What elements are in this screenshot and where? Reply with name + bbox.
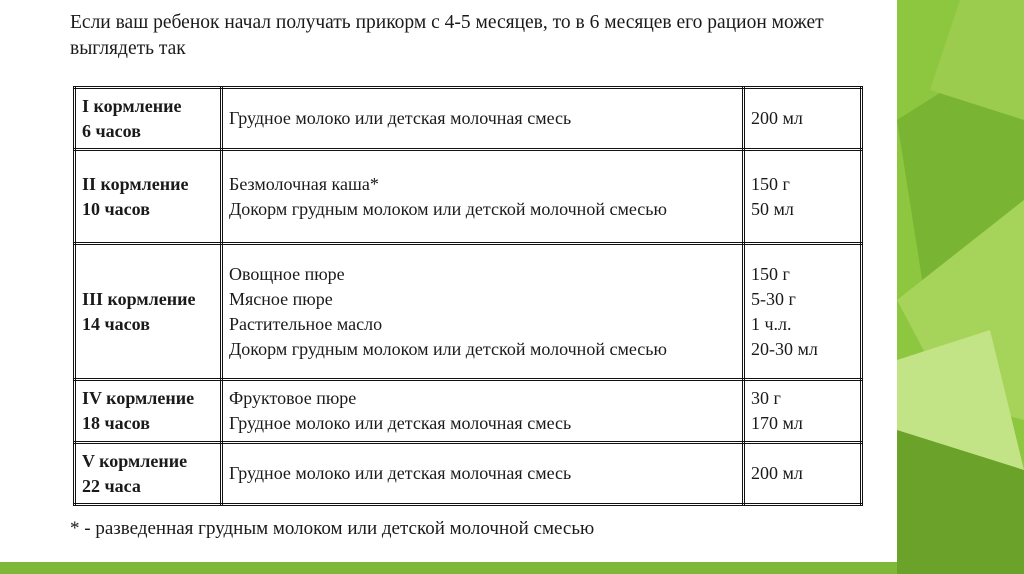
foods-cell bbox=[222, 244, 744, 380]
foods-cell bbox=[222, 443, 744, 505]
amount-item: 5-30 г bbox=[751, 288, 796, 309]
table-row bbox=[75, 88, 862, 150]
meal-cell bbox=[75, 244, 222, 380]
table-row bbox=[75, 380, 862, 443]
meal-time: 10 часов bbox=[82, 198, 150, 219]
amount-item: 200 мл bbox=[751, 108, 803, 128]
food-item: Грудное молоко или детская молочная смесь bbox=[229, 463, 572, 483]
meal-cell bbox=[75, 150, 222, 244]
foods-cell bbox=[222, 150, 744, 244]
foods-cell bbox=[222, 88, 744, 150]
footnote-text: * - разведенная грудным молоком или детской молочной смесью bbox=[70, 518, 595, 539]
amount-item: 1 ч.л. bbox=[751, 313, 792, 334]
amounts-cell bbox=[744, 380, 862, 443]
amount-item: 150 г bbox=[751, 263, 790, 284]
food-item: Грудное молоко или детская молочная смесь bbox=[229, 108, 572, 128]
meal-cell bbox=[75, 88, 222, 150]
amounts-cell bbox=[744, 244, 862, 380]
food-item: Овощное пюре bbox=[229, 263, 345, 284]
meal-label: V кормление bbox=[82, 450, 188, 471]
food-item: Фруктовое пюре bbox=[229, 388, 357, 408]
meal-cell bbox=[75, 443, 222, 505]
meal-cell bbox=[75, 380, 222, 443]
amount-item: 150 г bbox=[751, 173, 790, 194]
meal-time: 22 часа bbox=[82, 475, 141, 496]
food-item: Мясное пюре bbox=[229, 288, 333, 309]
food-item: Докорм грудным молоком или детской молочной смесью bbox=[229, 198, 667, 219]
foods-cell bbox=[222, 380, 744, 443]
meal-label: III кормление bbox=[82, 288, 196, 309]
amounts-cell bbox=[744, 150, 862, 244]
amount-item: 170 мл bbox=[751, 413, 803, 433]
meal-time: 18 часов bbox=[82, 413, 150, 433]
amounts-cell bbox=[744, 88, 862, 150]
meal-label: II кормление bbox=[82, 173, 189, 194]
amount-item: 50 мл bbox=[751, 198, 794, 219]
food-item: Растительное масло bbox=[229, 313, 383, 334]
meal-time: 6 часов bbox=[82, 120, 141, 141]
food-item: Грудное молоко или детская молочная смесь bbox=[229, 413, 572, 433]
meal-label: IV кормление bbox=[82, 388, 195, 408]
heading-line-2: выглядеть так bbox=[70, 38, 186, 59]
heading-text bbox=[70, 10, 880, 62]
amount-item: 200 мл bbox=[751, 463, 803, 483]
feeding-schedule-table bbox=[73, 86, 863, 506]
green-bottom-strip bbox=[0, 562, 897, 574]
amount-item: 20-30 мл bbox=[751, 338, 818, 359]
table-row bbox=[75, 244, 862, 380]
food-item: Безмолочная каша* bbox=[229, 173, 379, 194]
amount-item: 30 г bbox=[751, 388, 781, 408]
food-item: Докорм грудным молоком или детской молочной смесью bbox=[229, 338, 667, 359]
heading-line-1: Если ваш ребенок начал получать прикорм с 4-5 месяцев, то в 6 месяцев его рацион может bbox=[70, 12, 824, 33]
table-row bbox=[75, 150, 862, 244]
amounts-cell bbox=[744, 443, 862, 505]
table-row bbox=[75, 443, 862, 505]
meal-label: I кормление bbox=[82, 95, 182, 116]
meal-time: 14 часов bbox=[82, 313, 150, 334]
